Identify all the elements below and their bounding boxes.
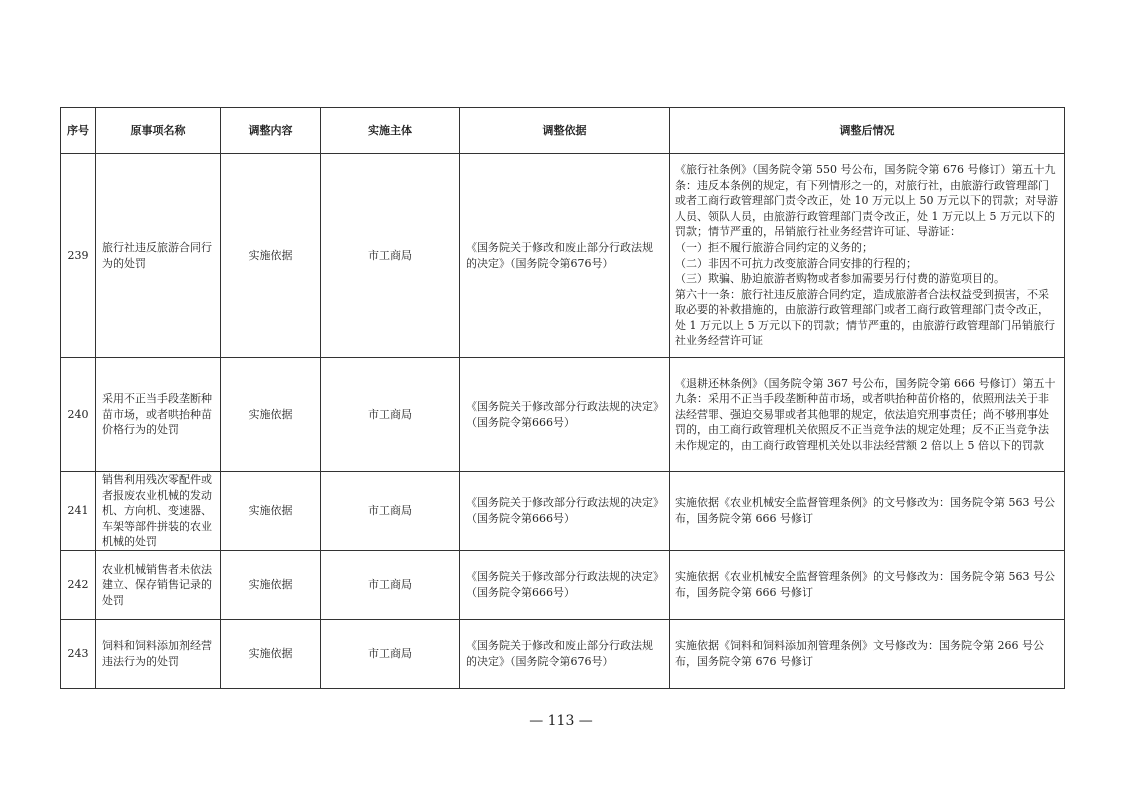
table-row (61, 358, 1065, 472)
page-number: — 113 — (529, 713, 593, 729)
table-row (61, 154, 1065, 358)
implementing-body: 市工商局 (321, 358, 460, 472)
table-header-row (61, 108, 1065, 154)
row-number: 241 (61, 472, 96, 551)
adjust-content: 实施依据 (221, 358, 321, 472)
header-body: 实施主体 (321, 108, 460, 154)
adjusted-status: 实施依据《农业机械安全监督管理条例》的文号修改为：国务院令第 563 号公布，国务院令第 666 号修订 (670, 551, 1065, 620)
implementing-body: 市工商局 (321, 551, 460, 620)
adjust-basis: 《国务院关于修改和废止部分行政法规的决定》（国务院令第676号） (460, 620, 670, 689)
row-number: 239 (61, 154, 96, 358)
header-after: 调整后情况 (670, 108, 1065, 154)
adjust-basis: 《国务院关于修改和废止部分行政法规的决定》（国务院令第676号） (460, 154, 670, 358)
item-name: 旅行社违反旅游合同行为的处罚 (96, 154, 221, 358)
header-content: 调整内容 (221, 108, 321, 154)
adjusted-status: 实施依据《饲料和饲料添加剂管理条例》文号修改为：国务院令第 266 号公布，国务院令第 676 号修订 (670, 620, 1065, 689)
table-row (61, 620, 1065, 689)
adjust-content: 实施依据 (221, 551, 321, 620)
adjust-content: 实施依据 (221, 154, 321, 358)
adjust-content: 实施依据 (221, 620, 321, 689)
implementing-body: 市工商局 (321, 620, 460, 689)
adjust-basis: 《国务院关于修改部分行政法规的决定》（国务院令第666号） (460, 358, 670, 472)
item-name: 销售利用残次零配件或者报废农业机械的发动机、方向机、变速器、车架等部件拼装的农业机械的处罚 (96, 472, 221, 551)
header-name: 原事项名称 (96, 108, 221, 154)
adjusted-status: 实施依据《农业机械安全监督管理条例》的文号修改为：国务院令第 563 号公布，国务院令第 666 号修订 (670, 472, 1065, 551)
row-number: 242 (61, 551, 96, 620)
item-name: 农业机械销售者未依法建立、保存销售记录的处罚 (96, 551, 221, 620)
adjust-basis: 《国务院关于修改部分行政法规的决定》（国务院令第666号） (460, 472, 670, 551)
adjust-content: 实施依据 (221, 472, 321, 551)
table-row (61, 472, 1065, 551)
implementing-body: 市工商局 (321, 472, 460, 551)
item-name: 采用不正当手段垄断种苗市场，或者哄抬种苗价格行为的处罚 (96, 358, 221, 472)
item-name: 饲料和饲料添加剂经营违法行为的处罚 (96, 620, 221, 689)
adjusted-status: 《退耕还林条例》（国务院令第 367 号公布，国务院令第 666 号修订）第五十九条：采用不正当手段垄断种苗市场，或者哄抬种苗价格的，依照刑法关于非法经营罪、强迫交易罪或者其他罪的规定，依法追究刑事责任；尚不够刑事处罚的，由工商行政管理机关依照反不正当竞争法的规定处理；反不正当竞争法未作规定的，由工商行政管理机关处以非法经营额 2 倍以上 5 倍以下的罚款 (670, 358, 1065, 472)
adjusted-status: 《旅行社条例》（国务院令第 550 号公布，国务院令第 676 号修订）第五十九条：违反本条例的规定，有下列情形之一的，对旅行社，由旅游行政管理部门或者工商行政管理部门责令改正，处 10 万元以上 50 万元以下的罚款；对导游人员、领队人员，由旅游行政管理部门责令改正，处 1 万元以上 5 万元以下的罚款；情节严重的，吊销旅行社业务经营许可证、导游证： （一）拒不履行旅游合同约定的义务的； （二）非因不可抗力改变旅游合同安排的行程的； （三）欺骗、胁迫旅游者购物或者参加需要另行付费的游览项目的。 第六十一条：旅行社违反旅游合同约定，造成旅游者合法权益受到损害，不采取必要的补救措施的，由旅游行政管理部门或者工商行政管理部门责令改正，处 1 万元以上 5 万元以下的罚款；情节严重的，由旅游行政管理部门吊销旅行社业务经营许可证 (670, 154, 1065, 358)
header-no: 序号 (61, 108, 96, 154)
row-number: 240 (61, 358, 96, 472)
adjust-basis: 《国务院关于修改部分行政法规的决定》（国务院令第666号） (460, 551, 670, 620)
header-basis: 调整依据 (460, 108, 670, 154)
table-row (61, 551, 1065, 620)
row-number: 243 (61, 620, 96, 689)
adjustment-table (60, 107, 1065, 689)
implementing-body: 市工商局 (321, 154, 460, 358)
